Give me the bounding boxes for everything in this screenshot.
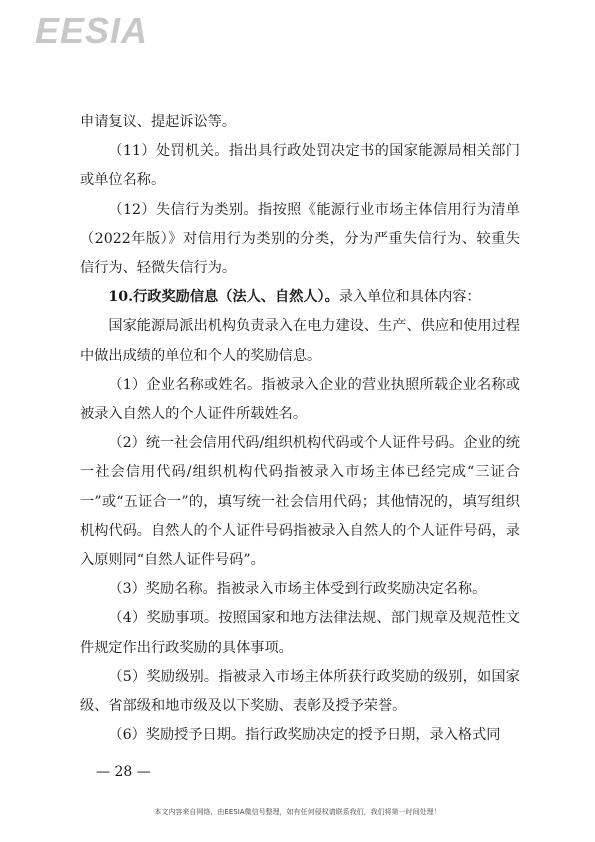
paragraph-credit-code: （2）统一社会信用代码/组织机构代码或个人证件号码。企业的统一社会信用代码/组织机构代码指被录入市场主体已经完成“三证合一”或“五证合一”的，填写统一社会信用代码；其他情况的，填写组织机构代码。自然人的个人证件号码指被录入自然人的个人证件号码，录入原则同“自然人证件号码”。 xyxy=(80,435,520,569)
paragraph-dishonesty-category: （12）失信行为类别。指按照《能源行业市场主体信用行为清单（2022年版）》对信用行为类别的分类，分为严重失信行为、较重失信行为、轻微失信行为。 xyxy=(80,201,520,277)
paragraph-reward-date: （6）奖励授予日期。指行政奖励决定的授予日期，录入格式同 xyxy=(108,727,501,744)
paragraph-enterprise-name: （1）企业名称或姓名。指被录入企业的营业执照所载企业名称或被录入自然人的个人证件所载姓名。 xyxy=(80,376,520,423)
paragraph-reward-level: （5）奖励级别。指被录入市场主体所获行政奖励的级别，如国家级、省部级和地市级及以下奖励、表彰及授予荣誉。 xyxy=(80,668,520,715)
eesia-logo: EESIA xyxy=(35,10,149,51)
document-body xyxy=(80,108,520,750)
footer-disclaimer: 本文内容来自网络，由EESIA微信号整理，如有任何侵权请联系我们，我们将第一时间处理！ xyxy=(154,808,441,816)
page-number: — 28 — xyxy=(96,764,151,780)
section-heading-title: 10.行政奖励信息（法人、自然人）。 xyxy=(108,289,339,306)
section-heading-administrative-reward xyxy=(80,283,520,312)
paragraph-reward-intro: 国家能源局派出机构负责录入在电力建设、生产、供应和使用过程中做出成绩的单位和个人的奖励信息。 xyxy=(80,318,520,364)
paragraph-reward-matter: （4）奖励事项。按照国家和地方法律法规、部门规章及规范性文件规定作出行政奖励的具体事项。 xyxy=(80,610,520,656)
section-heading-tail: 录入单位和具体内容： xyxy=(338,289,481,306)
paragraph-reward-name: （3）奖励名称。指被录入市场主体受到行政奖励决定名称。 xyxy=(108,581,487,598)
paragraph-continuation: 申请复议、提起诉讼等。 xyxy=(80,114,237,130)
paragraph-penalty-authority: （11）处罚机关。指出具行政处罚决定书的国家能源局相关部门或单位名称。 xyxy=(80,143,520,189)
